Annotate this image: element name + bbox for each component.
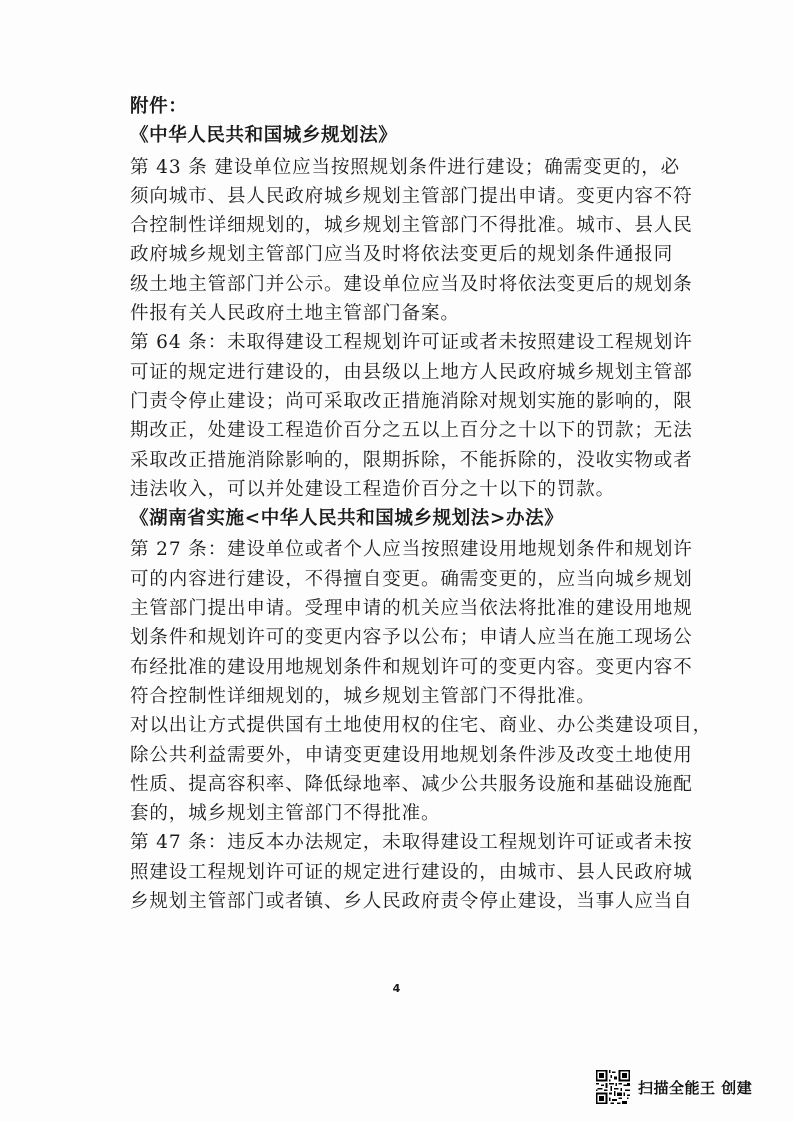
law-title: 《中华人民共和国城乡规划法》 <box>130 125 398 147</box>
law-line: 合控制性详细规划的，城乡规划主管部门不得批准。城市、县人民 <box>130 215 693 237</box>
regulation-line: 符合控制性详细规划的，城乡规划主管部门不得批准。 <box>130 685 596 707</box>
regulation-line: 主管部门提出申请。受理申请的机关应当依法将批准的建设用地规 <box>130 598 693 620</box>
page-number: 4 <box>392 982 401 995</box>
law-line: 第 64 条：未取得建设工程规划许可证或者未按照建设工程规划许 <box>130 332 693 354</box>
document-body <box>130 92 713 916</box>
law-line: 违法收入，可以并处建设工程造价百分之十以下的罚款。 <box>130 478 616 500</box>
law-line: 期改正，处建设工程造价百分之五以上百分之十以下的罚款；无法 <box>130 420 693 442</box>
attachment-label: 附件： <box>130 96 188 117</box>
regulation-line: 性质、提高容积率、降低绿地率、减少公共服务设施和基础设施配 <box>130 773 693 795</box>
watermark-text: 扫描全能王 创建 <box>638 1078 753 1097</box>
regulation-line: 照建设工程规划许可证的规定进行建设的，由城市、县人民政府城 <box>130 861 693 883</box>
regulation-line: 划条件和规划许可的变更内容予以公布；申请人应当在施工现场公 <box>130 627 693 649</box>
law-line: 政府城乡规划主管部门应当及时将依法变更后的规划条件通报同 <box>130 244 674 266</box>
regulation-line: 第 27 条：建设单位或者个人应当按照建设用地规划条件和规划许 <box>130 539 693 561</box>
law-section <box>130 153 693 505</box>
regulation-title: 《湖南省实施<中华人民共和国城乡规划法>办法》 <box>130 508 564 530</box>
regulation-line: 除公共利益需要外，申请变更建设用地规划条件涉及改变土地使用 <box>130 744 693 766</box>
scanner-watermark <box>596 1070 752 1104</box>
law-line: 件报有关人民政府土地主管部门备案。 <box>130 303 460 325</box>
regulation-line: 套的，城乡规划主管部门不得批准。 <box>130 803 441 825</box>
qr-code-icon <box>596 1070 630 1104</box>
regulation-line: 对以出让方式提供国有土地使用权的住宅、商业、办公类建设项目， <box>130 715 713 737</box>
law-line: 第 43 条 建设单位应当按照规划条件进行建设；确需变更的，必 <box>130 156 681 178</box>
law-line: 门责令停止建设；尚可采取改正措施消除对规划实施的影响的，限 <box>130 390 693 412</box>
regulation-section <box>130 535 713 916</box>
regulation-line: 乡规划主管部门或者镇、乡人民政府责令停止建设，当事人应当自 <box>130 891 693 913</box>
law-line: 采取改正措施消除影响的，限期拆除，不能拆除的，没收实物或者 <box>130 449 693 471</box>
law-line: 级土地主管部门并公示。建设单位应当及时将依法变更后的规划条 <box>130 273 693 295</box>
regulation-line: 可的内容进行建设，不得擅自变更。确需变更的，应当向城乡规划 <box>130 568 693 590</box>
regulation-line: 布经批准的建设用地规划条件和规划许可的变更内容。变更内容不 <box>130 656 693 678</box>
law-line: 可证的规定进行建设的，由县级以上地方人民政府城乡规划主管部 <box>130 361 693 383</box>
law-line: 须向城市、县人民政府城乡规划主管部门提出申请。变更内容不符 <box>130 185 693 207</box>
regulation-line: 第 47 条：违反本办法规定，未取得建设工程规划许可证或者未按 <box>130 832 693 854</box>
